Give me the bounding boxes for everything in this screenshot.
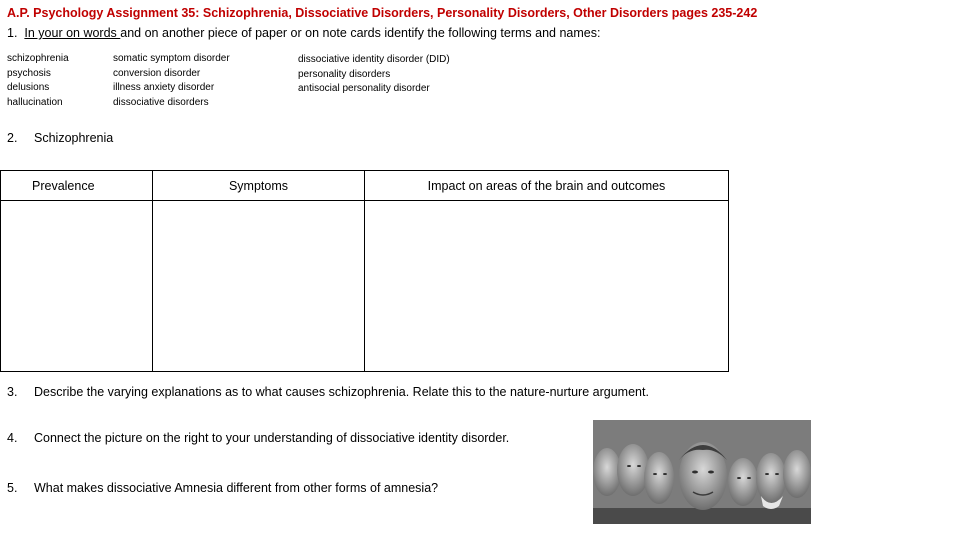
- table-header-impact: Impact on areas of the brain and outcomes: [365, 171, 729, 201]
- question-1: [7, 26, 600, 40]
- terms-column-1: [7, 52, 69, 110]
- table-cell-symptoms[interactable]: [153, 201, 365, 372]
- question-3-text: Describe the varying explanations as to what causes schizophrenia. Relate this to the nature-nurture argument.: [34, 385, 649, 399]
- table-header-prevalence: Prevalence: [1, 171, 153, 201]
- question-2: [7, 131, 113, 145]
- table-header-symptoms: Symptoms: [153, 171, 365, 201]
- question-3: [7, 385, 649, 399]
- question-1-underlined: In your on words: [24, 26, 121, 40]
- term: somatic symptom disorder: [113, 53, 230, 64]
- question-4: [7, 431, 509, 445]
- assignment-title: A.P. Psychology Assignment 35: Schizophrenia, Dissociative Disorders, Personality Disorders, Other Disorders pages 235-242: [7, 6, 758, 20]
- term: psychosis: [7, 67, 51, 79]
- table-cell-impact[interactable]: [365, 201, 729, 372]
- table-cell-prevalence[interactable]: [1, 201, 153, 372]
- term: delusions: [7, 82, 50, 93]
- term: schizophrenia: [7, 53, 69, 64]
- question-1-text: and on another piece of paper or on note cards identify the following terms and names:: [120, 26, 601, 40]
- term: conversion disorder: [113, 67, 201, 79]
- term: antisocial personality disorder: [298, 83, 430, 94]
- faces-drawing-graphic: [593, 420, 811, 524]
- term: illness anxiety disorder: [113, 82, 215, 93]
- question-4-text: Connect the picture on the right to your understanding of dissociative identity disorder.: [34, 431, 510, 445]
- question-5-text: What makes dissociative Amnesia different from other forms of amnesia?: [34, 481, 439, 495]
- question-2-text: Schizophrenia: [34, 131, 114, 145]
- question-5: [7, 481, 438, 495]
- question-2-number: 2.: [7, 131, 18, 145]
- term: dissociative identity disorder (DID): [298, 54, 450, 65]
- question-1-number: 1.: [7, 26, 18, 40]
- question-5-number: 5.: [7, 481, 18, 495]
- faces-drawing-image: [593, 420, 811, 524]
- term: hallucination: [7, 96, 63, 108]
- term: personality disorders: [298, 68, 391, 80]
- question-4-number: 4.: [7, 431, 18, 445]
- terms-column-2: [113, 52, 230, 110]
- term: dissociative disorders: [113, 96, 209, 108]
- question-3-number: 3.: [7, 385, 18, 399]
- schizophrenia-table: [0, 170, 729, 372]
- terms-column-3: [298, 53, 450, 97]
